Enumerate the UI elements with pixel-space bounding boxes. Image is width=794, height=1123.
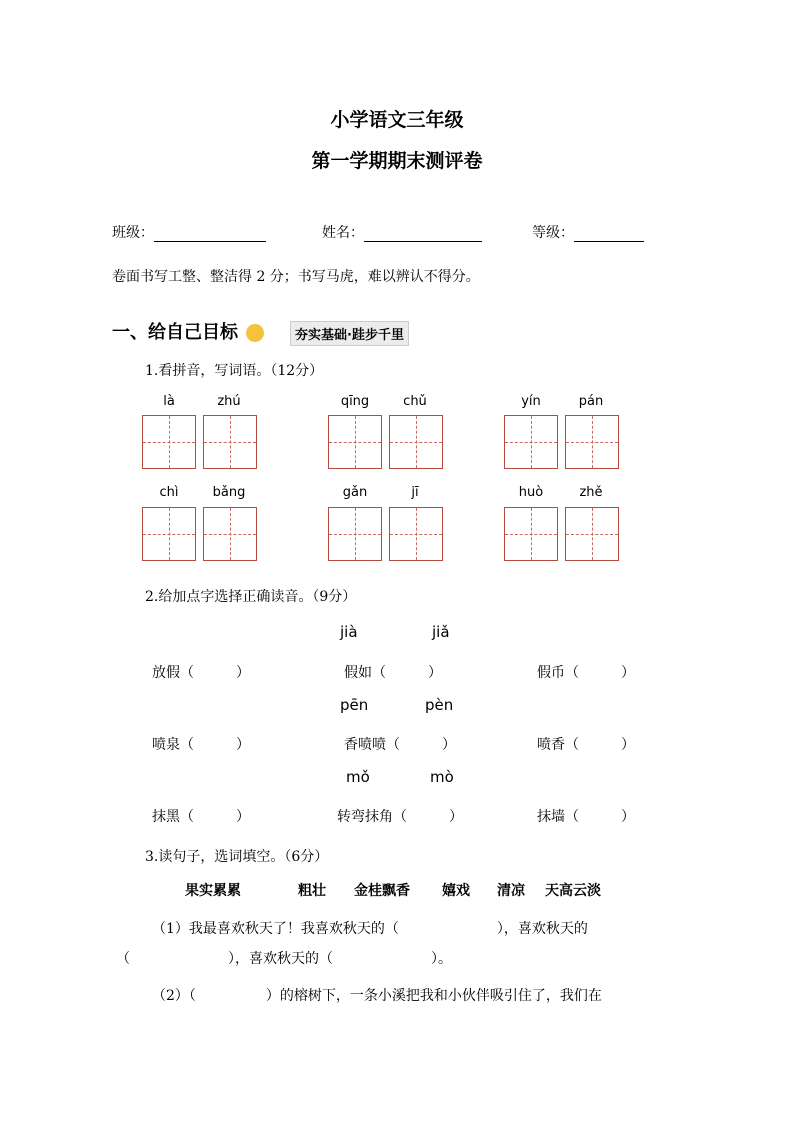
writing-grid[interactable] — [565, 415, 619, 469]
sentence-1a: （1）我最喜欢秋天了！我喜欢秋天的（ ），喜欢秋天的 — [152, 921, 588, 937]
page-subtitle: 第一学期期末测评卷 — [311, 150, 483, 172]
class-field — [112, 222, 266, 242]
writing-grid[interactable] — [203, 415, 257, 469]
section-badge: 夯实基础·跬步千里 — [290, 321, 409, 346]
pinyin-option: mò — [430, 768, 454, 786]
name-field — [322, 222, 482, 242]
pinyin: zhú — [217, 394, 241, 409]
pinyin: là — [163, 394, 175, 409]
word-option: 嬉戏 — [442, 883, 470, 899]
writing-grid[interactable] — [504, 507, 558, 561]
pinyin: chì — [159, 485, 179, 500]
pinyin: qīng — [340, 394, 370, 409]
grade-field — [532, 222, 644, 242]
pinyin: yín — [521, 394, 541, 409]
pinyin-option: jiǎ — [432, 623, 450, 641]
q2-item: 放假（ ） — [152, 665, 250, 681]
section-heading — [112, 318, 264, 344]
pinyin: bǎng — [212, 485, 246, 500]
writing-grid[interactable] — [142, 415, 196, 469]
pinyin-option: mǒ — [346, 768, 370, 786]
word-option: 果实累累 — [185, 883, 241, 899]
writing-grid[interactable] — [504, 415, 558, 469]
word-option: 清凉 — [497, 883, 525, 899]
writing-grid[interactable] — [328, 415, 382, 469]
q2-item: 转弯抹角（ ） — [337, 809, 463, 825]
writing-grid[interactable] — [389, 507, 443, 561]
writing-grid[interactable] — [142, 507, 196, 561]
word-option: 粗壮 — [298, 883, 326, 899]
class-label: 班级： — [112, 225, 154, 241]
writing-grid[interactable] — [328, 507, 382, 561]
pinyin-option: jià — [340, 623, 358, 641]
q3-prompt: 3.读句子，选词填空。（6分） — [145, 849, 329, 865]
q2-item: 假币（ ） — [537, 665, 635, 681]
pinyin: gǎn — [342, 485, 368, 500]
word-option: 金桂飘香 — [354, 883, 410, 899]
section-heading-text: 一、给自己目标 — [112, 322, 238, 343]
writing-grid[interactable] — [203, 507, 257, 561]
handwriting-note: 卷面书写工整、整洁得 2 分；书写马虎，难以辨认不得分。 — [112, 269, 480, 285]
pinyin: zhě — [579, 485, 603, 500]
smile-emoji-icon — [246, 324, 264, 342]
grade-label: 等级： — [532, 225, 574, 241]
pinyin-option: pēn — [340, 696, 369, 714]
page-title: 小学语文三年级 — [330, 109, 464, 131]
pinyin: jī — [411, 485, 419, 500]
q2-item: 喷香（ ） — [537, 737, 635, 753]
pinyin-option: pèn — [425, 696, 454, 714]
word-option: 天高云淡 — [545, 883, 601, 899]
q2-prompt: 2.给加点字选择正确读音。（9分） — [145, 589, 357, 605]
q1-prompt: 1.看拼音，写词语。（12分） — [145, 363, 324, 379]
name-label: 姓名： — [322, 225, 364, 241]
q2-item: 假如（ ） — [344, 665, 442, 681]
writing-grid[interactable] — [565, 507, 619, 561]
pinyin: chǔ — [403, 394, 427, 409]
class-blank — [154, 227, 266, 242]
pinyin: pán — [578, 394, 604, 409]
q2-item: 香喷喷（ ） — [344, 737, 456, 753]
q2-item: 抹墙（ ） — [537, 809, 635, 825]
sentence-2: （2）（ ）的榕树下，一条小溪把我和小伙伴吸引住了，我们在 — [152, 988, 602, 1004]
sentence-1b: （ ），喜欢秋天的（ ）。 — [116, 951, 452, 967]
grade-blank — [574, 227, 644, 242]
pinyin: huò — [518, 485, 544, 500]
q2-item: 喷泉（ ） — [152, 737, 250, 753]
q2-item: 抹黑（ ） — [152, 809, 250, 825]
name-blank — [364, 227, 482, 242]
writing-grid[interactable] — [389, 415, 443, 469]
